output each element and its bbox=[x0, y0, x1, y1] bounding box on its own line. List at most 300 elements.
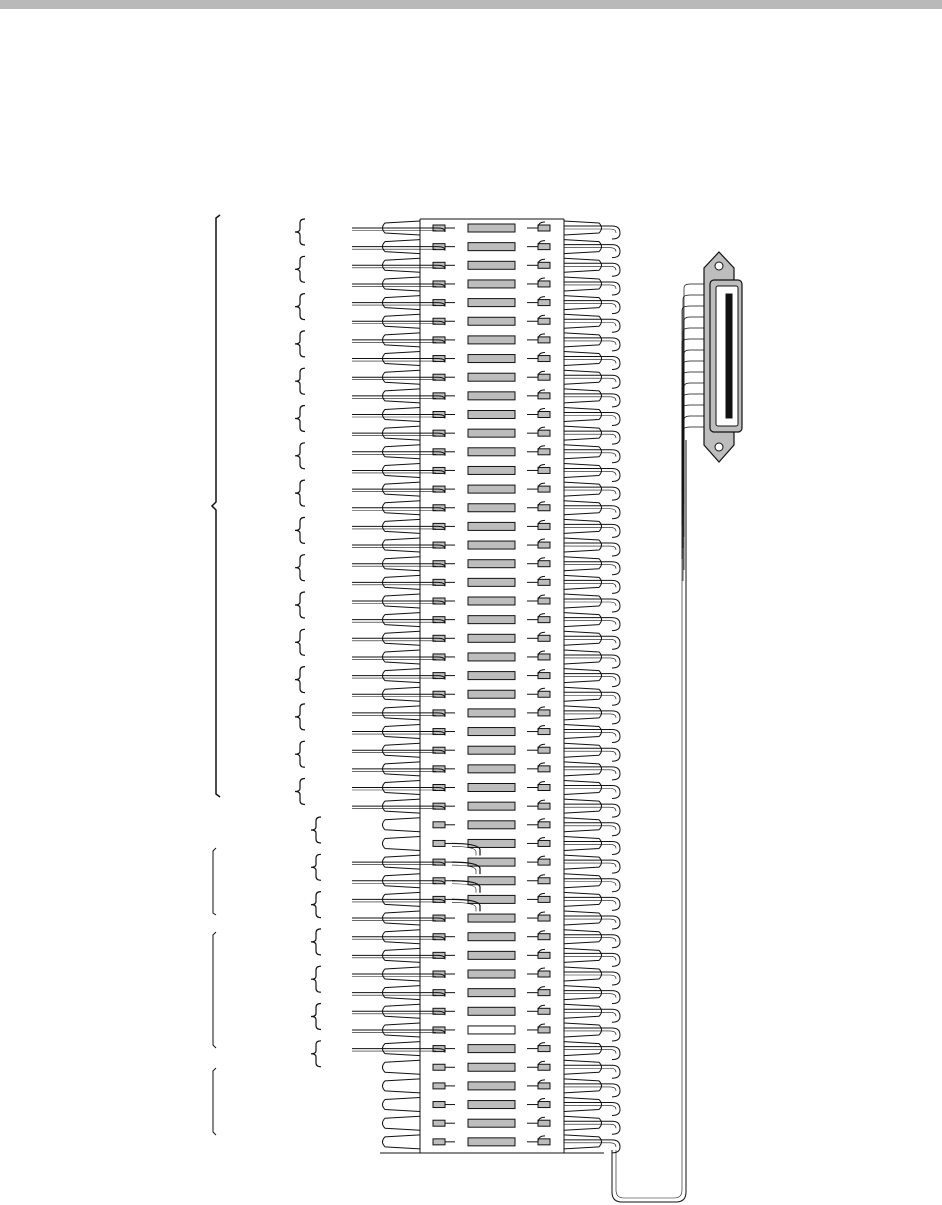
cable-loop-inner bbox=[564, 826, 616, 830]
cable-loop bbox=[564, 1065, 620, 1078]
group-bracket bbox=[213, 848, 216, 915]
station-wire bbox=[352, 377, 445, 381]
cable-loop bbox=[564, 636, 620, 649]
bridge-clip bbox=[468, 634, 515, 642]
cable-loop bbox=[564, 841, 620, 854]
right-clip bbox=[538, 878, 550, 884]
right-clip bbox=[538, 1120, 550, 1126]
cable-loop bbox=[564, 804, 620, 817]
right-clip bbox=[538, 467, 550, 473]
cable-loop-inner bbox=[564, 1143, 616, 1147]
cable-loop bbox=[564, 953, 620, 966]
mounting-hole-bottom bbox=[715, 443, 723, 451]
cable-loop-inner bbox=[564, 397, 616, 401]
right-terminal bbox=[564, 855, 602, 869]
cable-loop-inner bbox=[564, 1068, 616, 1072]
cable-loop-inner bbox=[564, 509, 616, 513]
station-wire bbox=[352, 918, 445, 922]
right-clip bbox=[538, 729, 550, 735]
bridge-clip bbox=[468, 746, 515, 754]
cable-loop-inner bbox=[564, 453, 616, 457]
cable-loop bbox=[564, 1028, 620, 1041]
station-wire bbox=[352, 713, 445, 717]
right-clip bbox=[538, 654, 550, 660]
right-terminal bbox=[564, 594, 602, 608]
cable-loop bbox=[564, 618, 620, 631]
cable-loop-inner bbox=[564, 360, 616, 364]
right-clip bbox=[538, 542, 550, 548]
cable-loop-inner bbox=[564, 490, 616, 494]
cable-loop-inner bbox=[564, 285, 616, 289]
station-wire bbox=[352, 545, 445, 549]
bridge-clip bbox=[468, 355, 515, 363]
cable-loop bbox=[564, 991, 620, 1004]
station-wire bbox=[352, 265, 445, 269]
cable-loop bbox=[564, 357, 620, 370]
station-wire bbox=[352, 974, 445, 978]
cable-loop bbox=[564, 282, 620, 295]
cable-loop bbox=[564, 711, 620, 724]
cable-loop-inner bbox=[564, 1087, 616, 1091]
cable-loop-inner bbox=[564, 304, 616, 308]
station-wire bbox=[352, 620, 445, 624]
punch-block bbox=[380, 219, 604, 1153]
right-terminal bbox=[564, 781, 602, 795]
bridge-clip bbox=[468, 317, 515, 325]
station-wire bbox=[352, 1030, 445, 1034]
right-terminal bbox=[564, 408, 602, 422]
cable-loop bbox=[564, 935, 620, 948]
right-terminal bbox=[564, 314, 602, 328]
right-terminal bbox=[564, 389, 602, 403]
right-clip bbox=[538, 523, 550, 529]
left-terminal bbox=[383, 1098, 421, 1112]
cable-loop bbox=[564, 580, 620, 593]
pair-brace bbox=[295, 219, 305, 245]
bridge-clip bbox=[468, 914, 515, 922]
right-terminal bbox=[564, 1023, 602, 1037]
fanout-wire bbox=[684, 416, 706, 570]
station-wire bbox=[352, 1049, 445, 1053]
cable-loop-inner bbox=[564, 378, 616, 382]
right-terminal bbox=[564, 538, 602, 552]
cable-loop-inner bbox=[564, 900, 616, 904]
bridge-clip bbox=[468, 690, 515, 698]
station-wire bbox=[352, 582, 445, 586]
right-terminal bbox=[564, 370, 602, 384]
right-clip bbox=[538, 393, 550, 399]
bridge-clip bbox=[468, 1119, 515, 1127]
cable-loop bbox=[564, 1009, 620, 1022]
bridge-clip bbox=[468, 466, 515, 474]
bridge-clip bbox=[468, 1045, 515, 1053]
right-terminal bbox=[564, 930, 602, 944]
right-clip bbox=[538, 803, 550, 809]
connector-slot bbox=[726, 294, 732, 418]
right-clip bbox=[538, 896, 550, 902]
right-terminal bbox=[564, 911, 602, 925]
station-wire bbox=[352, 247, 445, 251]
cable-loop-inner bbox=[564, 1050, 616, 1054]
cable-loop bbox=[564, 599, 620, 612]
right-terminal bbox=[564, 613, 602, 627]
left-clip bbox=[433, 1102, 445, 1108]
cable-loop-inner bbox=[564, 658, 616, 662]
amphenol-connector bbox=[704, 252, 742, 462]
cable-loop bbox=[564, 860, 620, 873]
bridge-clip bbox=[468, 951, 515, 959]
cable-loop bbox=[564, 562, 620, 575]
pair-brace bbox=[311, 892, 321, 918]
cable-loop bbox=[564, 263, 620, 276]
cable-loop bbox=[564, 338, 620, 351]
left-clip bbox=[433, 1139, 445, 1145]
right-clip bbox=[538, 952, 550, 958]
right-terminal bbox=[564, 333, 602, 347]
cable-loop bbox=[564, 655, 620, 668]
cable-loop bbox=[564, 413, 620, 426]
bridge-clip bbox=[468, 784, 515, 792]
right-terminal bbox=[564, 463, 602, 477]
right-clip bbox=[538, 934, 550, 940]
cable-loop-inner bbox=[564, 863, 616, 867]
cable-loop bbox=[564, 524, 620, 537]
right-terminal bbox=[564, 948, 602, 962]
group-bracket bbox=[213, 932, 216, 1048]
bridge-clip bbox=[468, 299, 515, 307]
cable-loop bbox=[564, 487, 620, 500]
cable-loop-inner bbox=[564, 751, 616, 755]
left-terminal bbox=[383, 818, 421, 832]
bridge-clip bbox=[468, 1063, 515, 1071]
cable-loop-inner bbox=[564, 919, 616, 923]
right-terminal bbox=[564, 1004, 602, 1018]
cable-loop-inner bbox=[564, 714, 616, 718]
right-clip bbox=[538, 356, 550, 362]
station-wire bbox=[352, 657, 445, 661]
cable-loop bbox=[564, 972, 620, 985]
cable-loop-inner bbox=[564, 956, 616, 960]
right-clip bbox=[538, 747, 550, 753]
right-terminal bbox=[564, 967, 602, 981]
cable-loop bbox=[564, 786, 620, 799]
right-clip bbox=[538, 561, 550, 567]
right-terminal bbox=[564, 762, 602, 776]
right-terminal bbox=[564, 669, 602, 683]
cable-loop bbox=[564, 1047, 620, 1060]
right-clip bbox=[538, 859, 550, 865]
bridge-clip bbox=[468, 933, 515, 941]
right-terminal bbox=[564, 1135, 602, 1149]
bridge-clip bbox=[468, 672, 515, 680]
right-clip bbox=[538, 915, 550, 921]
station-wire bbox=[352, 676, 445, 680]
bridge-clip bbox=[468, 1007, 515, 1015]
trunk-cable bbox=[612, 440, 686, 1202]
right-clip bbox=[538, 673, 550, 679]
bridge-clip bbox=[468, 765, 515, 773]
cable-loop-inner bbox=[564, 1031, 616, 1035]
right-terminal bbox=[564, 1060, 602, 1074]
right-clip bbox=[538, 300, 550, 306]
right-terminal bbox=[564, 1098, 602, 1112]
station-wire bbox=[352, 228, 445, 232]
cable-loop bbox=[564, 674, 620, 687]
group-brace bbox=[212, 215, 220, 797]
right-clip bbox=[538, 710, 550, 716]
cable-loop-inner bbox=[564, 266, 616, 270]
bridge-clip bbox=[468, 1101, 515, 1109]
station-wire bbox=[352, 601, 445, 605]
left-clip bbox=[433, 1064, 445, 1070]
cable-loop-inner bbox=[564, 546, 616, 550]
cable-loop-inner bbox=[564, 994, 616, 998]
right-terminal bbox=[564, 818, 602, 832]
cable-loop-inner bbox=[564, 322, 616, 326]
left-terminal bbox=[383, 1135, 421, 1149]
station-wire bbox=[352, 937, 445, 941]
station-wire bbox=[352, 862, 445, 866]
pair-brace bbox=[295, 667, 305, 693]
right-clip bbox=[538, 1027, 550, 1033]
cable-loop bbox=[564, 226, 620, 239]
right-clip bbox=[538, 225, 550, 231]
cable-loop-inner bbox=[564, 695, 616, 699]
left-terminal bbox=[383, 1060, 421, 1074]
cable-loop bbox=[564, 730, 620, 743]
pair-brace bbox=[295, 443, 305, 469]
right-terminal bbox=[564, 836, 602, 850]
cable-loop-inner bbox=[564, 565, 616, 569]
right-clip bbox=[538, 430, 550, 436]
right-clip bbox=[538, 990, 550, 996]
cable-loop-inner bbox=[564, 844, 616, 848]
right-clip bbox=[538, 449, 550, 455]
bridge-clip bbox=[468, 485, 515, 493]
right-terminal bbox=[564, 519, 602, 533]
right-terminal bbox=[564, 277, 602, 291]
cable-loop-inner bbox=[564, 975, 616, 979]
right-clip bbox=[538, 1008, 550, 1014]
station-wire bbox=[352, 769, 445, 773]
right-clip bbox=[538, 486, 550, 492]
bridge-clip bbox=[468, 429, 515, 437]
right-clip bbox=[538, 617, 550, 623]
pair-brace bbox=[311, 854, 321, 880]
cable-loop bbox=[564, 450, 620, 463]
bridge-clip bbox=[468, 522, 515, 530]
right-clip bbox=[538, 505, 550, 511]
left-clip bbox=[433, 840, 445, 846]
bridge-clip bbox=[468, 224, 515, 232]
station-wire bbox=[352, 303, 445, 307]
bridge-clip bbox=[468, 616, 515, 624]
bridge-clip bbox=[468, 392, 515, 400]
right-clip bbox=[538, 1139, 550, 1145]
left-terminal bbox=[383, 1079, 421, 1093]
right-clip bbox=[538, 785, 550, 791]
right-terminal bbox=[564, 221, 602, 235]
right-terminal bbox=[564, 557, 602, 571]
bridge-clip bbox=[468, 1026, 515, 1034]
right-terminal bbox=[564, 445, 602, 459]
cable-loop bbox=[564, 394, 620, 407]
station-wire bbox=[352, 806, 445, 810]
right-terminal bbox=[564, 426, 602, 440]
cable-loop bbox=[564, 375, 620, 388]
cable-loop-inner bbox=[564, 583, 616, 587]
cable-loop-inner bbox=[564, 416, 616, 420]
right-clip bbox=[538, 635, 550, 641]
bridge-clip bbox=[468, 821, 515, 829]
right-clip bbox=[538, 262, 550, 268]
brace-layer bbox=[212, 215, 321, 1135]
right-clip bbox=[538, 840, 550, 846]
pair-brace bbox=[295, 256, 305, 282]
right-terminal bbox=[564, 1079, 602, 1093]
right-terminal bbox=[564, 743, 602, 757]
right-terminal bbox=[564, 986, 602, 1000]
bridge-clip bbox=[468, 653, 515, 661]
right-terminal bbox=[564, 725, 602, 739]
cable-loop bbox=[564, 897, 620, 910]
right-clip bbox=[538, 691, 550, 697]
station-wire bbox=[352, 415, 445, 419]
left-clip bbox=[433, 1083, 445, 1089]
station-wire bbox=[352, 452, 445, 456]
bridge-clip bbox=[468, 243, 515, 251]
right-clip bbox=[538, 374, 550, 380]
right-terminal bbox=[564, 706, 602, 720]
bridge-clip bbox=[468, 280, 515, 288]
station-wire bbox=[352, 899, 445, 903]
cable-loop-inner bbox=[564, 733, 616, 737]
right-terminal bbox=[564, 258, 602, 272]
pair-brace bbox=[295, 741, 305, 767]
pair-brace bbox=[295, 331, 305, 357]
right-clip bbox=[538, 337, 550, 343]
bridge-clip bbox=[468, 802, 515, 810]
station-wire bbox=[352, 340, 445, 344]
pair-brace bbox=[295, 480, 305, 506]
pair-brace bbox=[311, 966, 321, 992]
group-bracket bbox=[213, 1068, 216, 1135]
right-clip bbox=[538, 318, 550, 324]
right-clip bbox=[538, 281, 550, 287]
bridge-clip bbox=[468, 336, 515, 344]
right-clip bbox=[538, 598, 550, 604]
station-wire bbox=[352, 1011, 445, 1015]
cable-loop-inner bbox=[564, 471, 616, 475]
trunk-cable-inner bbox=[616, 440, 682, 1198]
station-wire bbox=[352, 321, 445, 325]
cable-loop-inner bbox=[564, 527, 616, 531]
cable-loop-inner bbox=[564, 621, 616, 625]
mounting-hole-top bbox=[715, 262, 723, 270]
cable-loop-inner bbox=[564, 770, 616, 774]
station-wire bbox=[352, 564, 445, 568]
pair-brace bbox=[311, 929, 321, 955]
fanout-wire bbox=[684, 383, 706, 537]
cable-loop-inner bbox=[564, 882, 616, 886]
right-clip bbox=[538, 1102, 550, 1108]
right-terminal bbox=[564, 240, 602, 254]
bridge-clip bbox=[468, 728, 515, 736]
pair-brace bbox=[295, 368, 305, 394]
right-clip bbox=[538, 579, 550, 585]
right-clip bbox=[538, 822, 550, 828]
right-clip bbox=[538, 1064, 550, 1070]
cable-loop bbox=[564, 1084, 620, 1097]
bridge-clip bbox=[468, 970, 515, 978]
right-terminal bbox=[564, 650, 602, 664]
cable-loop-inner bbox=[564, 938, 616, 942]
right-terminal bbox=[564, 1042, 602, 1056]
bridge-clip bbox=[468, 1082, 515, 1090]
pair-brace bbox=[311, 817, 321, 843]
right-clip bbox=[538, 244, 550, 250]
pair-brace bbox=[295, 294, 305, 320]
bridge-clip bbox=[468, 411, 515, 419]
cable-loop-inner bbox=[564, 602, 616, 606]
cable-loop bbox=[564, 468, 620, 481]
left-clip bbox=[433, 1120, 445, 1126]
station-wire bbox=[352, 638, 445, 642]
cable-loop bbox=[564, 767, 620, 780]
bridge-clip bbox=[468, 373, 515, 381]
station-wire bbox=[352, 526, 445, 530]
station-wire bbox=[352, 284, 445, 288]
pair-brace bbox=[311, 1041, 321, 1067]
station-wire bbox=[352, 489, 445, 493]
cable-loop-inner bbox=[564, 1106, 616, 1110]
bridge-clip bbox=[468, 504, 515, 512]
cable-loop bbox=[564, 1103, 620, 1116]
right-clip bbox=[538, 971, 550, 977]
right-terminal bbox=[564, 892, 602, 906]
station-wire bbox=[352, 396, 445, 400]
right-terminal bbox=[564, 1116, 602, 1130]
right-terminal bbox=[564, 631, 602, 645]
right-clip bbox=[538, 1046, 550, 1052]
cable-loop bbox=[564, 823, 620, 836]
cable-loop bbox=[564, 692, 620, 705]
bridge-clip bbox=[468, 448, 515, 456]
cable-loop-inner bbox=[564, 789, 616, 793]
cable-loop bbox=[564, 1121, 620, 1134]
cable-loop-inner bbox=[564, 807, 616, 811]
left-terminal bbox=[383, 1116, 421, 1130]
cable-loop bbox=[564, 319, 620, 332]
bridge-clip bbox=[468, 1138, 515, 1146]
cable-loop bbox=[564, 431, 620, 444]
station-wire bbox=[352, 694, 445, 698]
right-terminal bbox=[564, 482, 602, 496]
station-wire bbox=[352, 788, 445, 792]
bridge-clip bbox=[468, 261, 515, 269]
bridge-clip bbox=[468, 989, 515, 997]
pair-brace bbox=[311, 1004, 321, 1030]
cable-loop bbox=[564, 245, 620, 258]
station-wire bbox=[352, 993, 445, 997]
station-wire bbox=[352, 955, 445, 959]
station-wire bbox=[352, 470, 445, 474]
station-wire bbox=[352, 881, 445, 885]
bridge-clip bbox=[468, 541, 515, 549]
cable-loop-inner bbox=[564, 229, 616, 233]
right-terminal bbox=[564, 874, 602, 888]
right-terminal bbox=[564, 799, 602, 813]
